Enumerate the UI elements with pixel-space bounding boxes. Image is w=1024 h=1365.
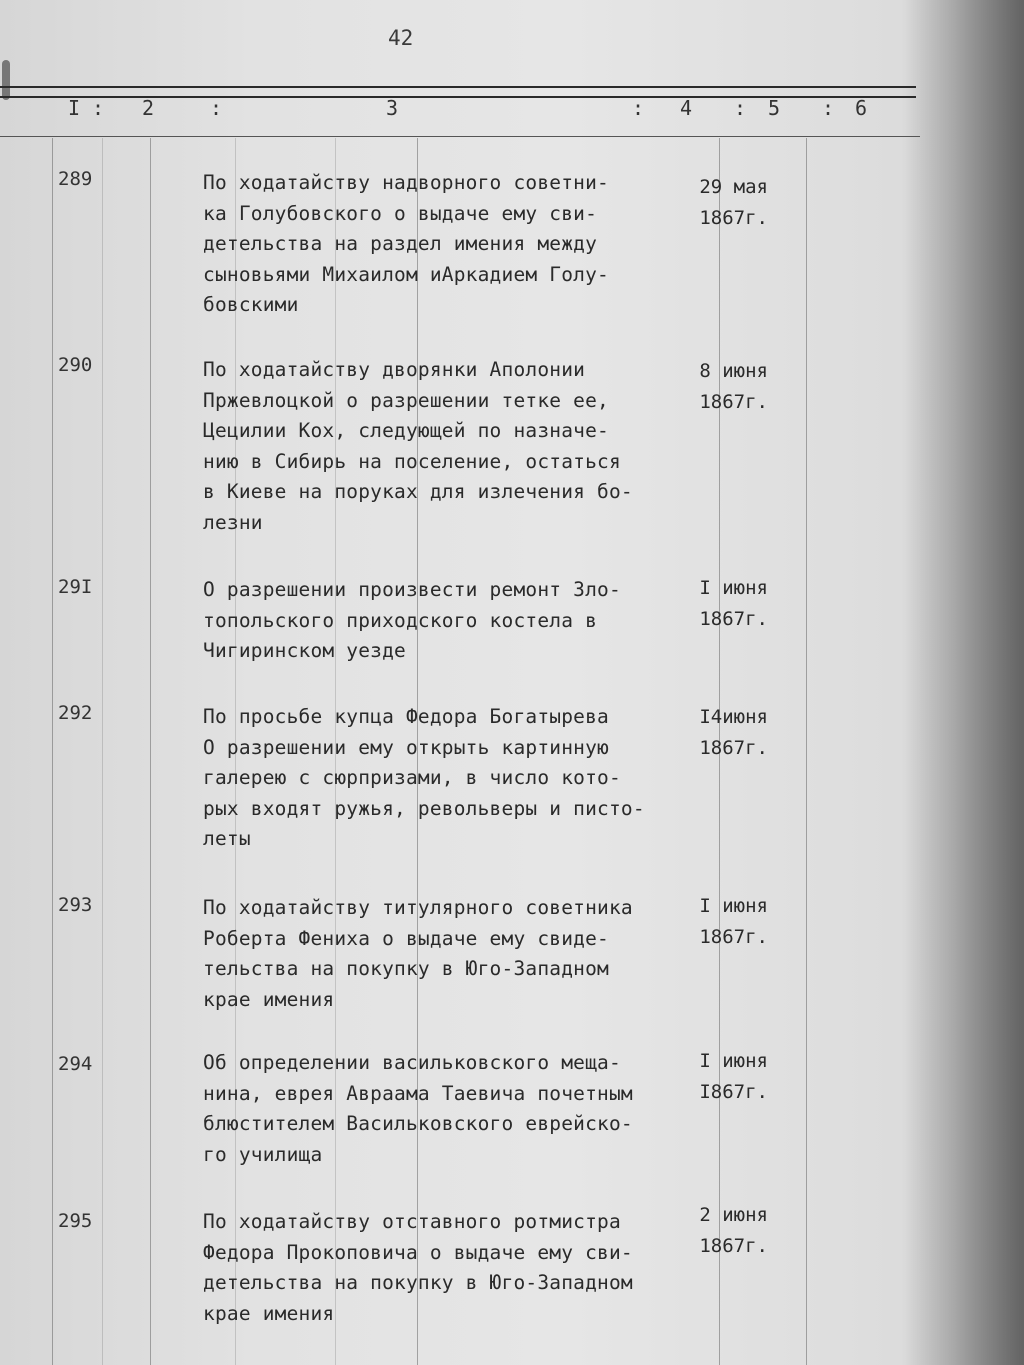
entry-number: 292 <box>58 702 93 724</box>
entry-description: По ходатайству титулярного советника Роберта Фениха о выдаче ему свиде- тельства на покупку в Юго-Западном крае имения <box>203 896 633 1011</box>
column-separator: : <box>734 96 747 120</box>
entry-number: 293 <box>58 894 93 916</box>
column-rule <box>52 138 53 1365</box>
column-separator: : <box>632 96 645 120</box>
entry-number: 290 <box>58 354 93 376</box>
entry-date: 29 мая 1867г. <box>699 176 768 229</box>
entry-date: 8 июня 1867г. <box>699 360 768 413</box>
column-rule <box>150 138 151 1365</box>
column-number-1: I <box>68 96 81 120</box>
entry-description: По просьбе купца Федора Богатырева О разрешении ему открыть картинную галерею с сюрпризами, в число кото- рых входят ружья, револьверы и писто- леты <box>203 705 645 850</box>
page-fold-shadow <box>905 0 1024 1365</box>
header-rule-top <box>0 86 916 88</box>
column-separator: : <box>210 96 223 120</box>
column-number-2: 2 <box>142 96 155 120</box>
entry-description: По ходатайству дворянки Аполонии Пржевлоцкой о разрешении тетке ее, Цецилии Кох, следующей по назначе- нию в Сибирь на поселение, остаться в Киеве на поруках для излечения бо- лезни <box>203 358 633 534</box>
page-number: 42 <box>388 26 414 50</box>
entry-date: 2 июня 1867г. <box>699 1204 768 1257</box>
header-rule-under-labels <box>0 136 920 137</box>
entry-description: По ходатайству отставного ротмистра Федора Прокоповича о выдаче ему сви- детельства на покупку в Юго-Западном крае имения <box>203 1210 633 1325</box>
entry-number: 294 <box>58 1053 93 1075</box>
column-separator: : <box>822 96 835 120</box>
column-rule <box>102 138 103 1365</box>
column-number-6: 6 <box>855 96 868 120</box>
entry-date: I июня I867г. <box>699 1050 768 1103</box>
column-rule <box>806 138 807 1365</box>
column-number-3: 3 <box>386 96 399 120</box>
entry-description: Об определении васильковского меща- нина, еврея Авраама Таевича почетным блюстителем Васильковского еврейско- го училища <box>203 1051 633 1166</box>
entry-number: 289 <box>58 168 93 190</box>
entry-date: I июня 1867г. <box>699 577 768 630</box>
entry-date: I4июня 1867г. <box>699 706 768 759</box>
column-separator: : <box>92 96 105 120</box>
column-number-5: 5 <box>768 96 781 120</box>
column-number-4: 4 <box>680 96 693 120</box>
entry-date: I июня 1867г. <box>699 895 768 948</box>
entry-description: По ходатайству надворного советни- ка Голубовского о выдаче ему сви- детельства на раздел имения между сыновьями Михаилом иАркадием Голу- бовскими <box>203 171 609 316</box>
entry-number: 29I <box>58 576 93 598</box>
entry-description: О разрешении произвести ремонт Зло- топольского приходского костела в Чигиринском уезде <box>203 578 621 662</box>
entry-number: 295 <box>58 1210 93 1232</box>
binder-hole <box>2 60 10 100</box>
